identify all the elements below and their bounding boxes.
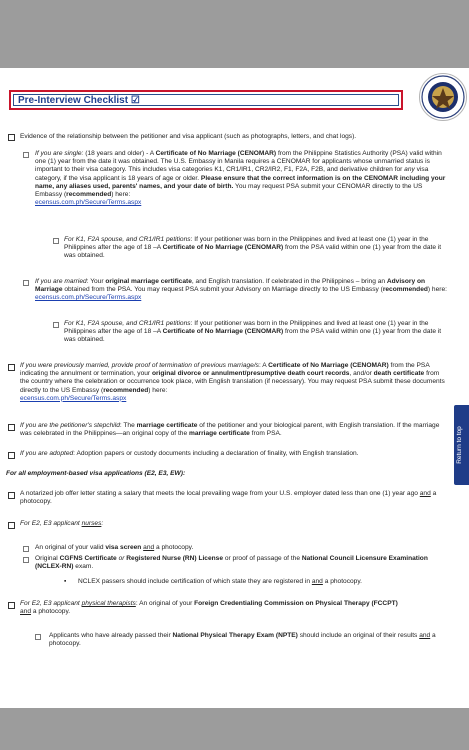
embassy-seal-icon — [419, 73, 467, 121]
bullet-icon: ▪ — [64, 578, 67, 585]
checklist-header — [9, 90, 403, 110]
previously-married-paragraph: If you were previously married, provide proof of termination of previous marriage/s: A Certificate of No Marriage (CENOMAR) from the PSA indicating the annulment or termination, your original divorce or annulment/presumptive death court records, and/or death certificate from the country where the celebration or occurrence took place, with English translation (if necessary). You may request PSA submit these documents directly to the US Embassy (recommended) here: ecensus.com.ph/Secure/Terms.aspx — [20, 362, 445, 402]
ecensus-link-2[interactable]: ecensus.com.ph/Secure/Terms.aspx — [35, 294, 142, 302]
stepchild-paragraph: If you are the petitioner's stepchild: The marriage certificate of the petitioner and your biological parent, with English translation. If the marriage was celebrated in the Philippines—an original copy of the marriage certificate from PSA. — [20, 422, 440, 438]
single-paragraph: If you are single: (18 years and older) - A Certificate of No Marriage (CENOMAR) from the Philippine Statistics Authority (PSA) valid within one (1) year from the date it was obtained. The U.S. Embassy in Manila requires a CENOMAR for applicants whose unmarried status is important to their visa category. This includes visa categories K1, CR1/IR1, CR2/IR2, F1, F2A, F2B, and derivative children for any visa category, if the visa applicant is 18 years of age or older. Please ensure that the correct information is on the CENOMAR including your name, any aliases used, parents' names, and your date of birth. You may request PSA submit your CENOMAR directly to the US Embassy (recommended) here: ecensus.com.ph/Secure/Terms.aspx — [35, 150, 446, 207]
cgfns-checkbox[interactable] — [23, 557, 29, 563]
k1-paragraph-2: For K1, F2A spouse, and CR1/IR1 petitions: If your petitioner was born in the Philippines and lived at least one (1) year in the Philippines after the age of 18 –A Certificate of No Marriage (CENOMAR) from the PSA valid within one (1) year from the date it was obtained. — [64, 320, 442, 344]
k1-checkbox-2[interactable] — [53, 322, 59, 328]
page-title: Pre-Interview Checklist ☑ — [18, 94, 140, 106]
k1-checkbox-1[interactable] — [53, 238, 59, 244]
return-to-top-label: Return to top — [456, 426, 463, 464]
checklist-header-inner — [13, 94, 399, 106]
job-offer-paragraph: A notarized job offer letter stating a salary that meets the local prevailing wage from your U.S. employer dated less than one (1) year ago and a photocopy. — [20, 490, 437, 506]
visa-screen-paragraph: An original of your valid visa screen and a photocopy. — [35, 544, 194, 551]
cgfns-paragraph: Original CGFNS Certificate or Registered Nurse (RN) License or proof of passage of the National Council Licensure Examination (NCLEX-RN) exam. — [35, 555, 428, 571]
married-paragraph: If you are married: Your original marriage certificate, and English translation. If celebrated in the Philippines – bring an Advisory on Marriage obtained from the PSA. You may request PSA submit your Advisory on Marriage directly to the US Embassy (recommended) here: ecensus.com.ph/Secure/Terms.aspx — [35, 278, 447, 302]
single-checkbox[interactable] — [23, 152, 29, 158]
physical-therapists-paragraph: For E2, E3 applicant physical therapists: An original of your Foreign Credentialing Commission on Physical Therapy (FCCPT) and a photocopy. — [20, 600, 398, 616]
nurses-heading: For E2, E3 applicant nurses: — [20, 520, 104, 527]
return-to-top-tab[interactable] — [454, 405, 469, 485]
nurses-checkbox[interactable] — [8, 522, 15, 529]
k1-paragraph-1: For K1, F2A spouse, and CR1/IR1 petitions: If your petitioner was born in the Philippines and lived at least one (1) year in the Philippines after the age of 18 –A Certificate of No Marriage (CENOMAR) from the PSA valid within one (1) year from the date it was obtained. — [64, 236, 442, 260]
stepchild-checkbox[interactable] — [8, 424, 15, 431]
nclex-paragraph: NCLEX passers should include certification of which state they are registered in and a photocopy. — [78, 578, 362, 585]
adopted-paragraph: If you are adopted: Adoption papers or custody documents including a declaration of finality, with English translation. — [20, 450, 359, 457]
physical-therapists-checkbox[interactable] — [8, 602, 15, 609]
married-checkbox[interactable] — [23, 280, 29, 286]
viewer-bottom-bar — [0, 708, 469, 750]
adopted-checkbox[interactable] — [8, 452, 15, 459]
job-offer-checkbox[interactable] — [8, 492, 15, 499]
ecensus-link-3[interactable]: ecensus.com.ph/Secure/Terms.aspx — [20, 394, 127, 402]
employment-heading: For all employment-based visa applications (E2, E3, EW): — [6, 470, 186, 477]
npte-checkbox[interactable] — [35, 634, 41, 640]
ecensus-link-1[interactable]: ecensus.com.ph/Secure/Terms.aspx — [35, 199, 142, 207]
evidence-text: Evidence of the relationship between the petitioner and visa applicant (such as photographs, letters, and chat logs). — [20, 133, 357, 140]
visa-screen-checkbox[interactable] — [23, 546, 29, 552]
evidence-checkbox[interactable] — [8, 134, 15, 141]
npte-paragraph: Applicants who have already passed their National Physical Therapy Exam (NPTE) should include an original of their results and a photocopy. — [49, 632, 436, 648]
viewer-top-bar — [0, 0, 469, 68]
previously-married-checkbox[interactable] — [8, 364, 15, 371]
